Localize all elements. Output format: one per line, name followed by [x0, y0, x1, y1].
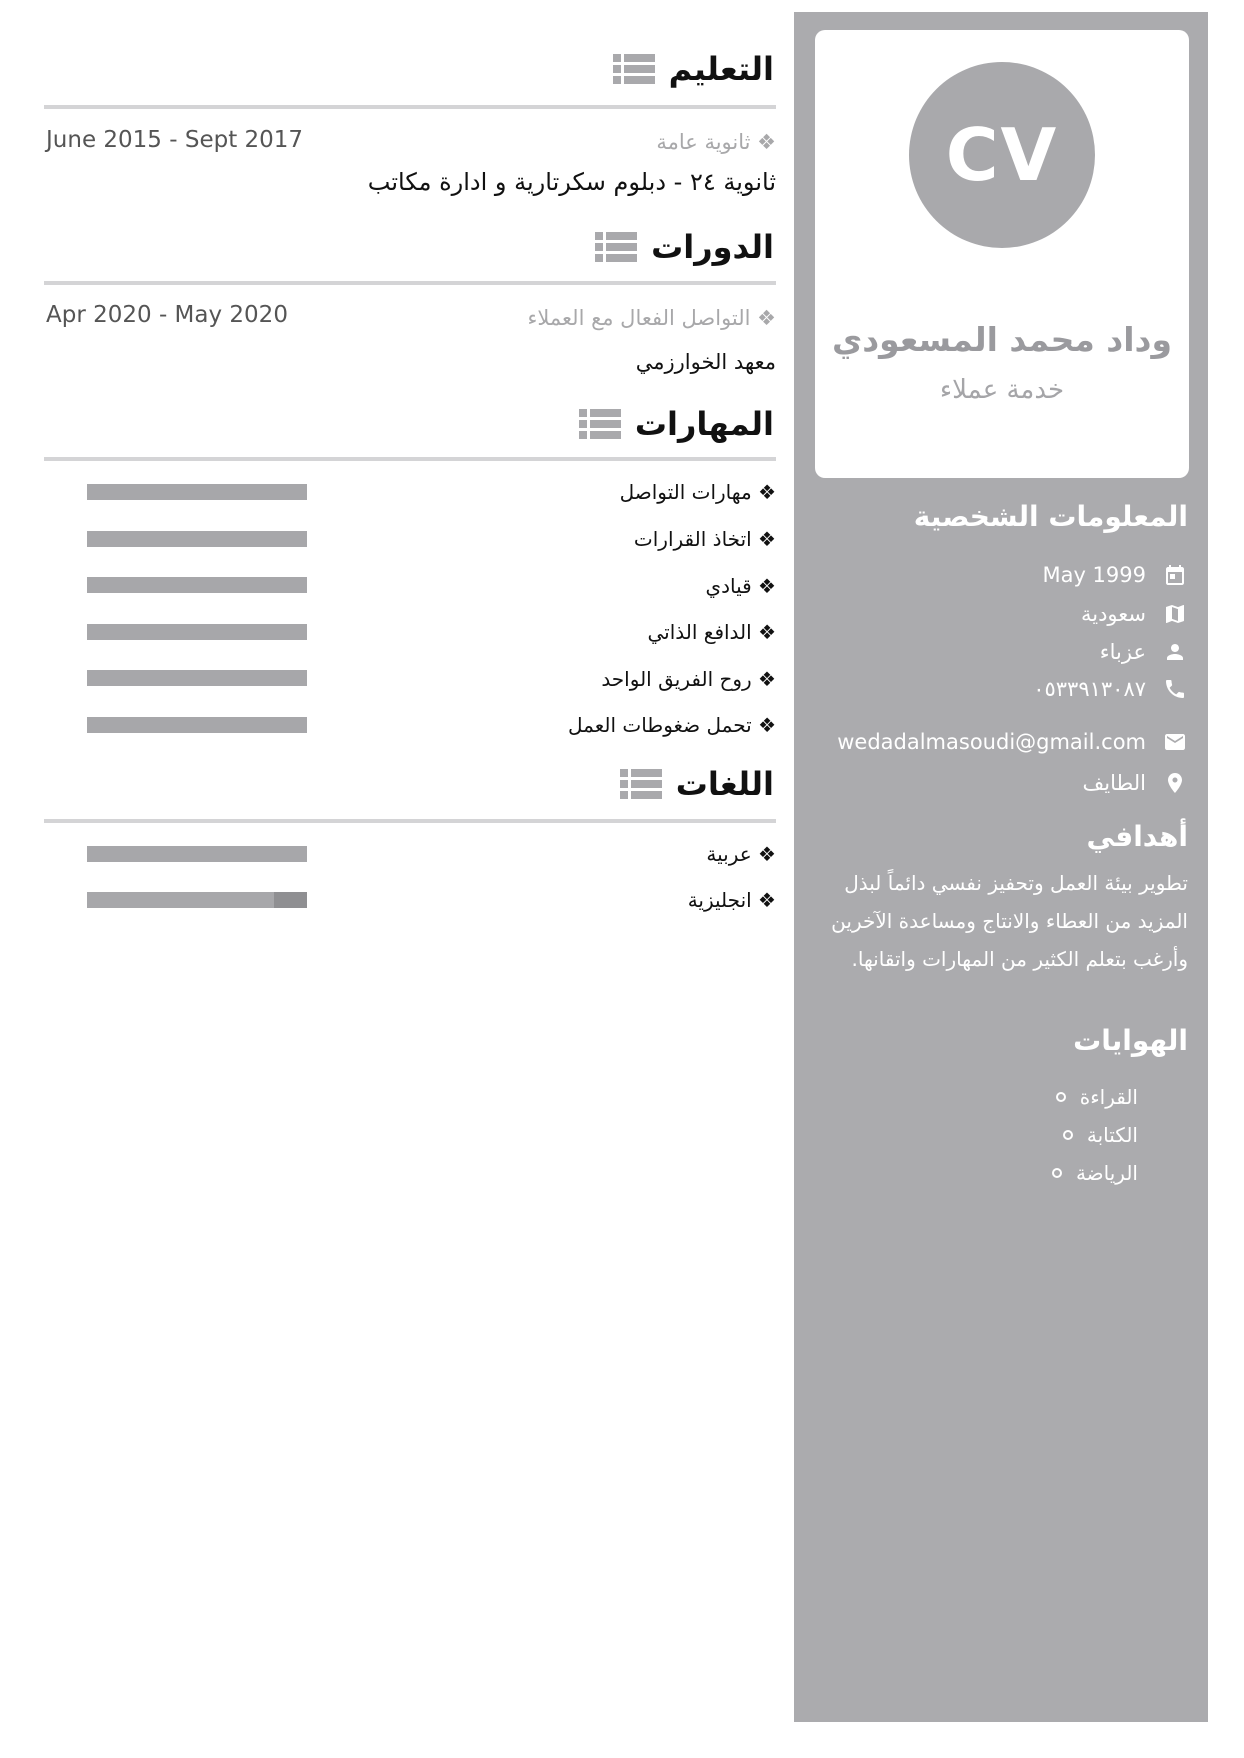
education-dates: June 2015 - Sept 2017	[46, 127, 304, 153]
language-bar	[87, 892, 307, 908]
skill-label: ❖ مهارات التواصل	[619, 480, 776, 504]
info-email	[837, 729, 1188, 755]
nationality-value: سعودية	[1080, 602, 1146, 626]
sidebar	[794, 12, 1208, 1722]
skill-bar	[87, 624, 307, 640]
hobby-item	[1052, 1161, 1138, 1185]
hobby-label: الكتابة	[1086, 1123, 1138, 1147]
circle-bullet-icon	[1056, 1092, 1066, 1102]
skill-bar	[87, 577, 307, 593]
education-degree: ❖ ثانوية عامة	[656, 130, 776, 154]
email-value: wedadalmasoudi@gmail.com	[837, 730, 1146, 754]
info-phone	[1033, 676, 1188, 702]
avatar: CV	[909, 62, 1095, 248]
course-dates: Apr 2020 - May 2020	[46, 302, 288, 328]
courses-title: الدورات	[651, 228, 774, 266]
list-icon	[595, 232, 637, 262]
skill-label: ❖ تحمل ضغوطات العمل	[568, 713, 776, 737]
map-icon	[1162, 601, 1188, 627]
list-icon	[620, 769, 662, 799]
skill-label: ❖ اتخاذ القرارات	[633, 527, 776, 551]
hobby-item	[1056, 1085, 1138, 1109]
hobby-label: القراءة	[1079, 1085, 1138, 1109]
education-title: التعليم	[668, 50, 774, 88]
location-pin-icon	[1162, 770, 1188, 796]
circle-bullet-icon	[1063, 1130, 1073, 1140]
hobbies-title: الهوايات	[1073, 1024, 1188, 1057]
phone-value: ٠٥٣٣٩١٣٠٨٧	[1033, 677, 1146, 701]
job-title: خدمة عملاء	[939, 375, 1065, 405]
languages-heading	[620, 765, 774, 803]
skill-label: ❖ قيادي	[705, 574, 776, 598]
education-heading	[613, 50, 774, 88]
personal-info-title: المعلومات الشخصية	[913, 500, 1188, 533]
language-label: ❖ عربية	[706, 842, 776, 866]
mail-icon	[1162, 729, 1188, 755]
skill-bar	[87, 531, 307, 547]
person-name: وداد محمد المسعودي	[832, 320, 1172, 359]
course-institute: معهد الخوارزمي	[635, 350, 776, 374]
divider	[44, 105, 776, 109]
circle-bullet-icon	[1052, 1168, 1062, 1178]
divider	[44, 457, 776, 461]
birth-value: May 1999	[1042, 563, 1146, 587]
education-details: ثانوية ٢٤ - دبلوم سكرتارية و ادارة مكاتب	[367, 168, 776, 196]
hobby-label: الرياضة	[1075, 1161, 1138, 1185]
divider	[44, 281, 776, 285]
skill-bar	[87, 717, 307, 733]
phone-icon	[1162, 676, 1188, 702]
language-bar	[87, 846, 307, 862]
skills-heading	[579, 405, 774, 443]
info-city	[1083, 770, 1188, 796]
info-marital	[1100, 639, 1188, 665]
list-icon	[613, 54, 655, 84]
language-label: ❖ انجليزية	[687, 888, 776, 912]
person-icon	[1162, 639, 1188, 665]
divider	[44, 819, 776, 823]
goals-text: تطوير بيئة العمل وتحفيز نفسي دائماً لبذل المزيد من العطاء والانتاج ومساعدة الآخرين وأرغب بتعلم الكثير من المهارات واتقانها.	[831, 871, 1188, 971]
course-name: ❖ التواصل الفعال مع العملاء	[527, 306, 776, 330]
city-value: الطايف	[1082, 771, 1146, 795]
info-birth	[1042, 562, 1188, 588]
hobby-item	[1063, 1123, 1138, 1147]
skill-label: ❖ روح الفريق الواحد	[601, 667, 776, 691]
skill-label: ❖ الدافع الذاتي	[647, 620, 776, 644]
languages-title: اللغات	[675, 765, 774, 803]
goals-title: أهدافي	[1086, 820, 1188, 853]
info-nationality	[1081, 601, 1188, 627]
skill-bar	[87, 484, 307, 500]
marital-value: عزباء	[1099, 640, 1146, 664]
courses-heading	[595, 228, 774, 266]
profile-card	[815, 30, 1189, 478]
skills-title: المهارات	[634, 405, 774, 443]
list-icon	[579, 409, 621, 439]
calendar-icon	[1162, 562, 1188, 588]
skill-bar	[87, 670, 307, 686]
